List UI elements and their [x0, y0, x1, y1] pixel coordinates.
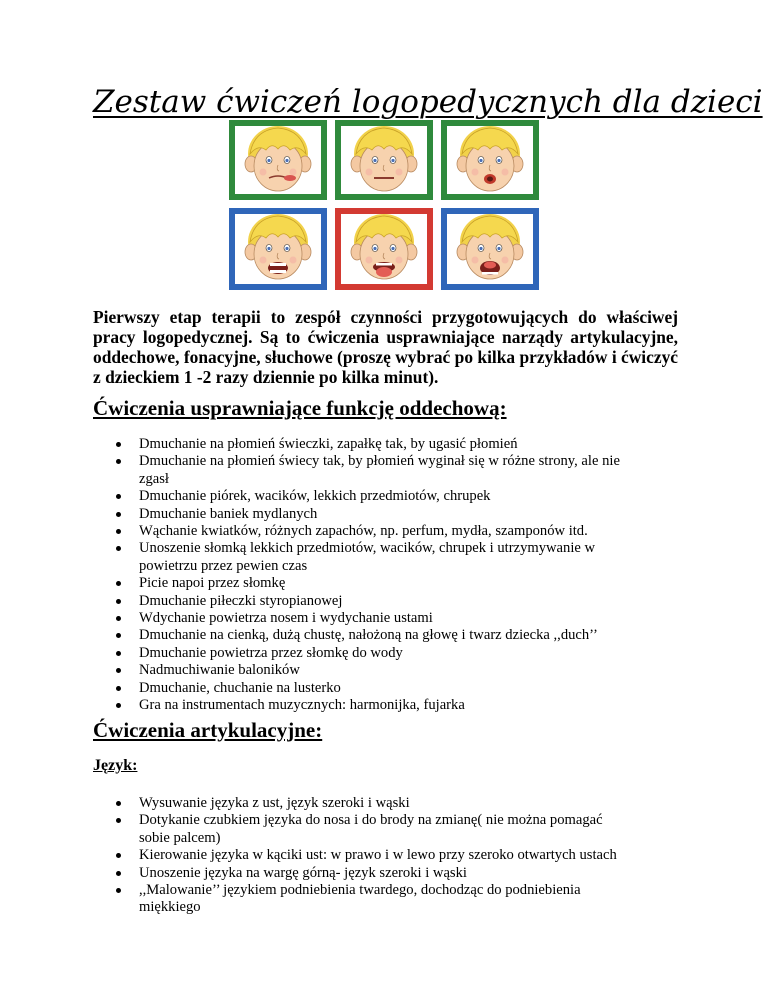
- list-item: Dmuchanie na cienką, dużą chustę, nałożoną na głowę i twarz dziecka ,,duch’’: [0, 627, 629, 644]
- bullet-icon: [116, 581, 121, 586]
- list-item: Gra na instrumentach muzycznych: harmonijka, fujarka: [0, 697, 629, 714]
- page-title: Zestaw ćwiczeń logopedycznych dla dzieci: [93, 84, 763, 120]
- bullet-icon: [116, 459, 121, 464]
- list-item: Dmuchanie powietrza przez słomkę do wody: [0, 645, 629, 662]
- bullet-icon: [116, 546, 121, 551]
- bullet-icon: [116, 599, 121, 604]
- list-item: ,,Malowanie’’ językiem podniebienia twardego, dochodząc do podniebienia miękkiego: [0, 882, 629, 917]
- list-item: Nadmuchiwanie baloników: [0, 662, 629, 679]
- bullet-icon: [116, 871, 121, 876]
- panel-6: [441, 208, 539, 290]
- list-item: Wysuwanie języka z ust, język szeroki i wąski: [0, 795, 629, 812]
- breathing-list: [0, 436, 629, 715]
- list-item: Dmuchanie baniek mydlanych: [0, 506, 629, 523]
- list-item: Dmuchanie, chuchanie na lusterko: [0, 680, 629, 697]
- list-item: Picie napoi przez słomkę: [0, 575, 629, 592]
- list-item: Unoszenie języka na wargę górną- język szeroki i wąski: [0, 865, 629, 882]
- list-item: Dmuchanie na płomień świecy tak, by płomień wyginał się w różne strony, ale nie zgasł: [0, 453, 629, 488]
- bullet-icon: [116, 633, 121, 638]
- list-item: Dmuchanie piórek, wacików, lekkich przedmiotów, chrupek: [0, 488, 629, 505]
- bullet-icon: [116, 703, 121, 708]
- list-item: Wdychanie powietrza nosem i wydychanie ustami: [0, 610, 629, 627]
- intro-paragraph: Pierwszy etap terapii to zespół czynności przygotowujących do właściwej pracy logopedycznej. Są to ćwiczenia usprawniające narządy artykulacyjne, oddechowe, fonacyjne, słuchowe (proszę wybrać po kilka przykładów i ćwiczyć z dzieckiem 1 -2 razy dziennie po kilka minut).: [93, 307, 678, 387]
- bullet-icon: [116, 668, 121, 673]
- panel-1: [229, 120, 327, 200]
- bullet-icon: [116, 686, 121, 691]
- tongue-list: [0, 795, 629, 917]
- bullet-icon: [116, 651, 121, 656]
- list-item: Dmuchanie na płomień świeczki, zapałkę tak, by ugasić płomień: [0, 436, 629, 453]
- bullet-icon: [116, 442, 121, 447]
- bullet-icon: [116, 853, 121, 858]
- list-item: Dmuchanie piłeczki styropianowej: [0, 593, 629, 610]
- list-item: Dotykanie czubkiem języka do nosa i do brody na zmianę( nie można pomagać sobie palcem): [0, 812, 629, 847]
- panel-3: [441, 120, 539, 200]
- tongue-subheading: Język:: [93, 757, 138, 774]
- panel-2: [335, 120, 433, 200]
- list-item: Unoszenie słomką lekkich przedmiotów, wacików, chrupek i utrzymywanie w powietrzu przez pewien czas: [0, 540, 629, 575]
- bullet-icon: [116, 529, 121, 534]
- bullet-icon: [116, 818, 121, 823]
- list-item: Wąchanie kwiatków, różnych zapachów, np. perfum, mydła, szamponów itd.: [0, 523, 629, 540]
- bullet-icon: [116, 616, 121, 621]
- bullet-icon: [116, 494, 121, 499]
- illustration-grid: [229, 120, 539, 290]
- articulation-heading: Ćwiczenia artykulacyjne:: [93, 718, 323, 742]
- panel-4: [229, 208, 327, 290]
- list-item: Kierowanie języka w kąciki ust: w prawo i w lewo przy szeroko otwartych ustach: [0, 847, 629, 864]
- bullet-icon: [116, 801, 121, 806]
- panel-5: [335, 208, 433, 290]
- bullet-icon: [116, 888, 121, 893]
- bullet-icon: [116, 512, 121, 517]
- breathing-heading: Ćwiczenia usprawniające funkcję oddechową:: [93, 396, 507, 420]
